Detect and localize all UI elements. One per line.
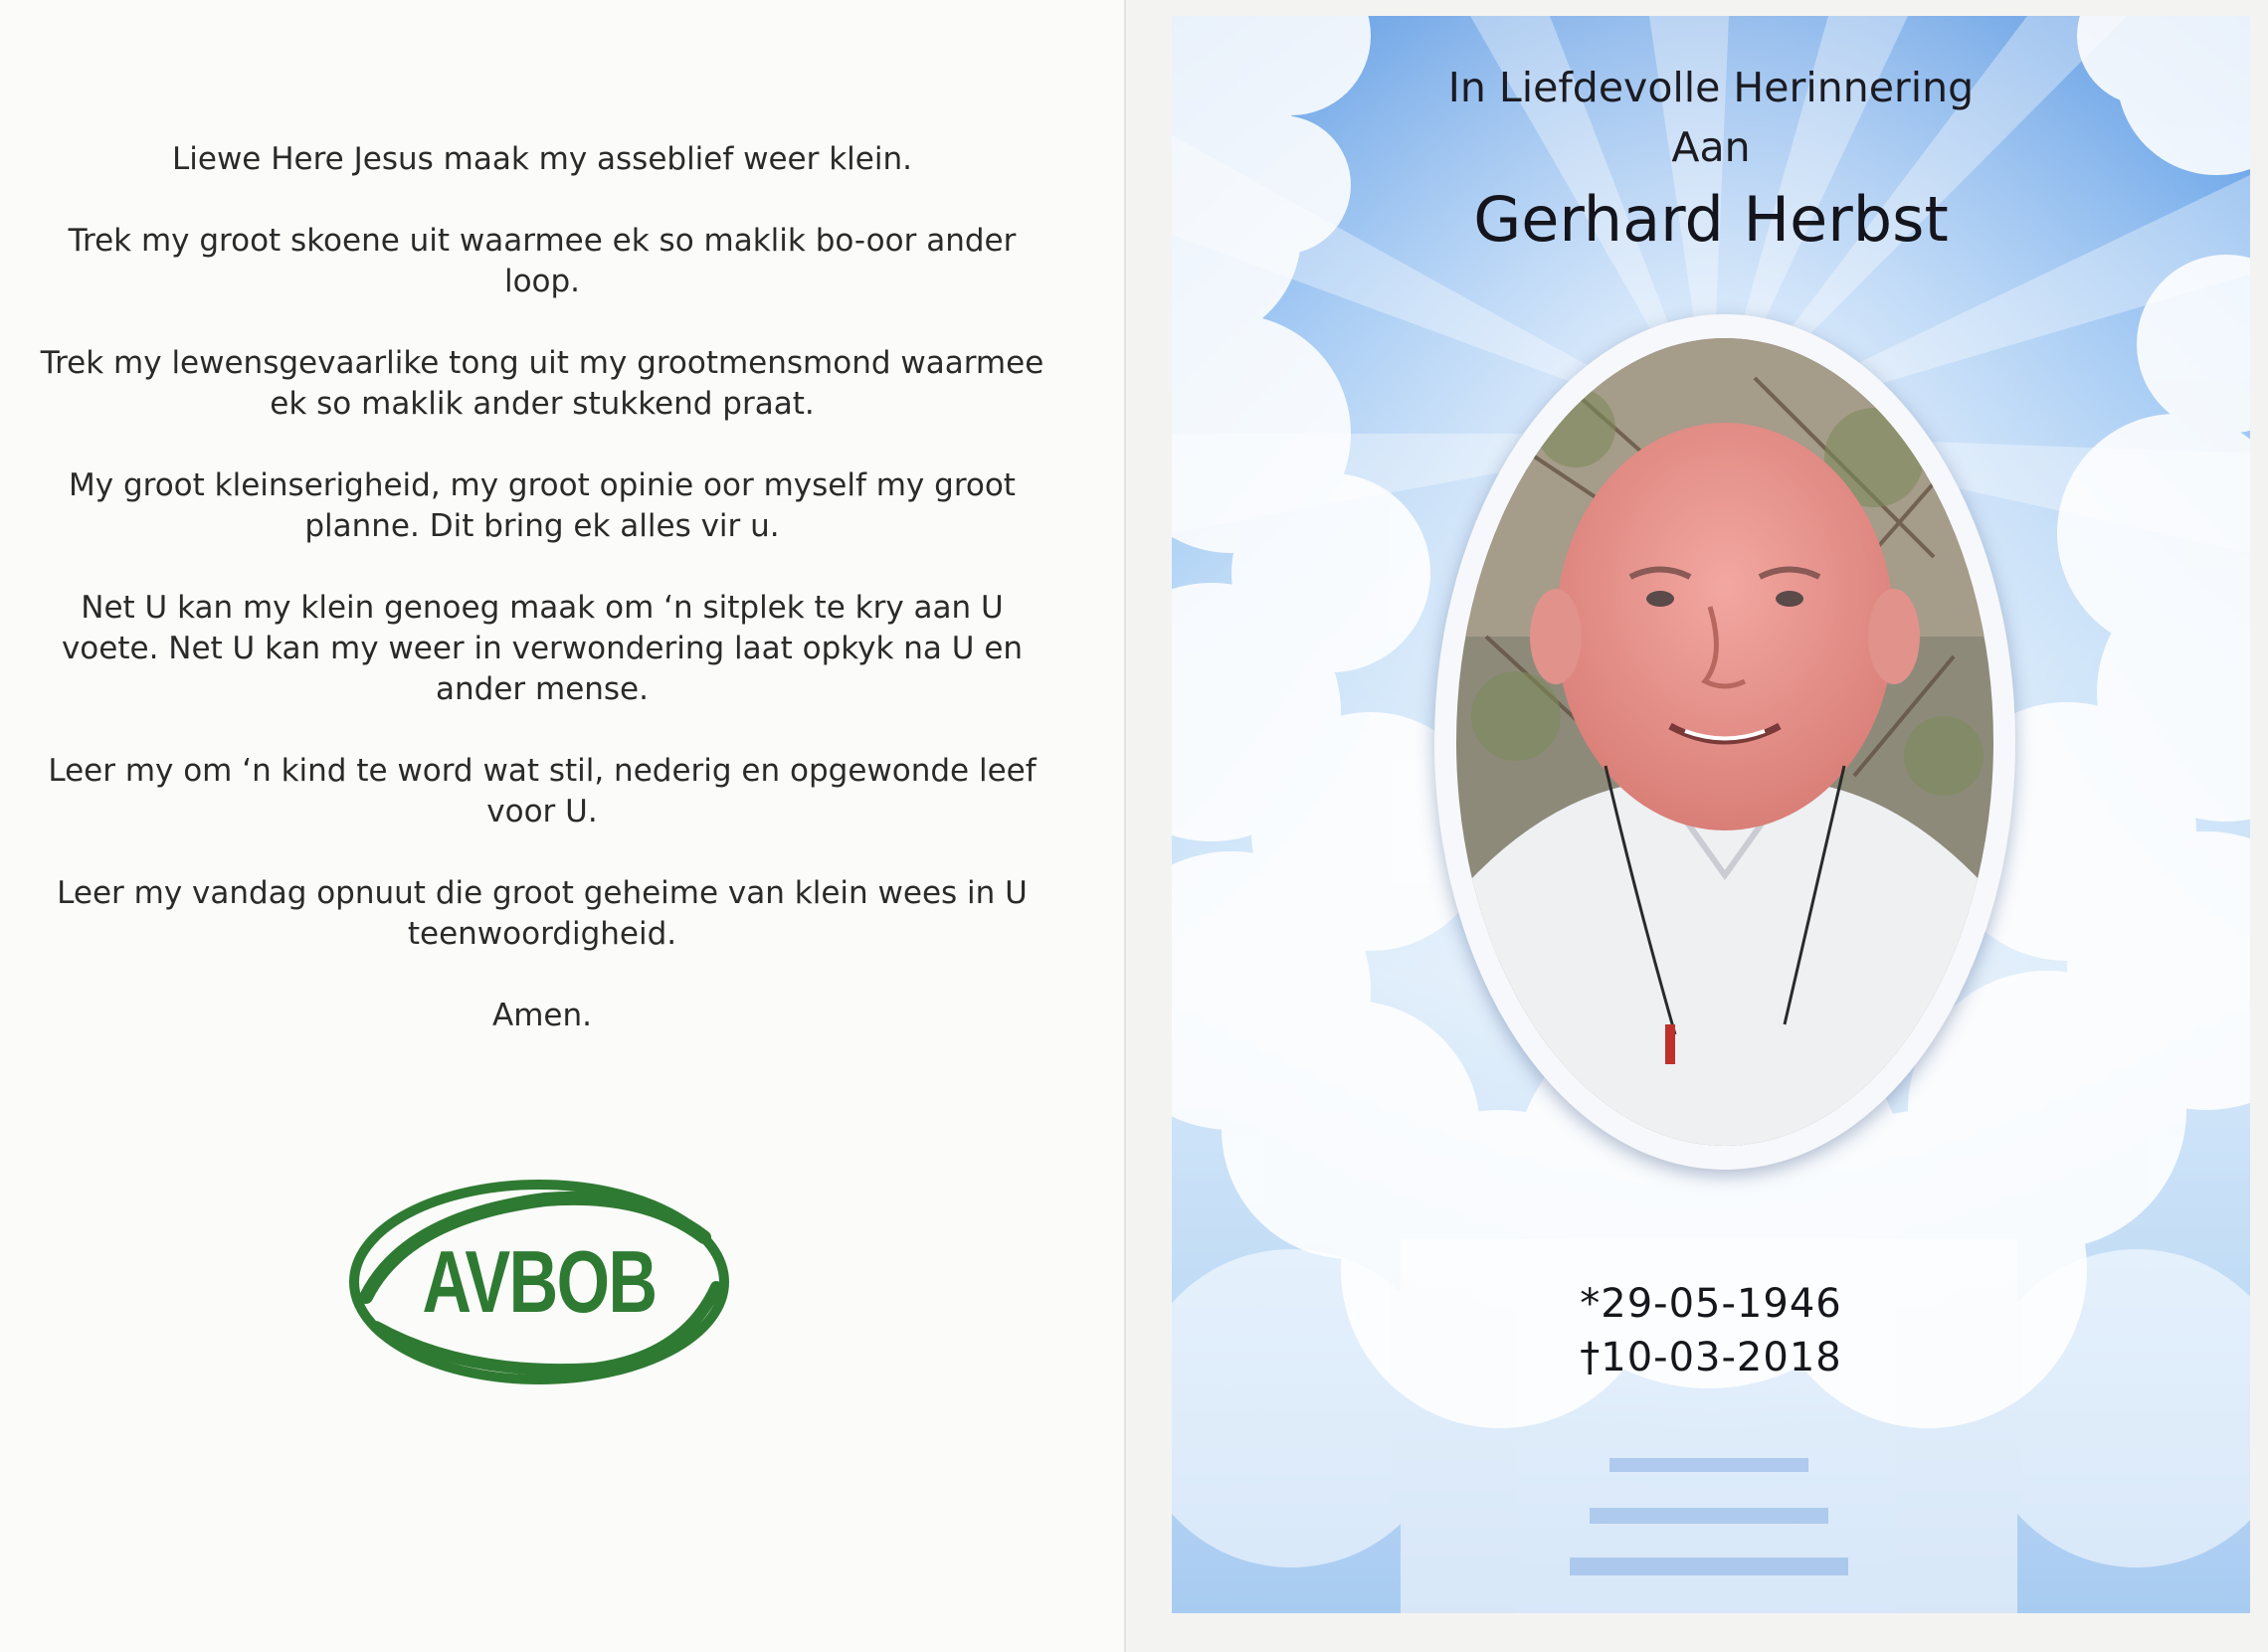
verse: Net U kan my klein genoeg maak om ‘n sitplek te kry aan U voete. Net U kan my weer in verwondering laat opkyk na U en ander mense. <box>61 590 1024 707</box>
verse: Leer my om ‘n kind te word wat stil, nederig en opgewonde leef voor U. <box>48 753 1037 829</box>
death-date: †10-03-2018 <box>1580 1335 1842 1380</box>
deceased-name: Gerhard Herbst <box>1473 183 1949 256</box>
verse: Trek my lewensgevaarlike tong uit my grootmensmond waarmee ek so maklik ander stukkend praat. <box>40 345 1044 422</box>
memorial-heading: In Liefdevolle Herinnering <box>1447 64 1975 111</box>
birth-date: *29-05-1946 <box>1580 1281 1842 1327</box>
avbob-logo <box>346 1178 732 1386</box>
verse: My groot kleinserigheid, my groot opinie oor myself my groot planne. Dit bring ek alles vir u. <box>69 467 1016 544</box>
logo-text: AVBOB <box>422 1232 657 1331</box>
verse: Leer my vandag opnuut die groot geheime van klein wees in U teenwoordigheid. <box>57 875 1028 952</box>
verse: Liewe Here Jesus maak my asseblief weer klein. <box>172 141 912 177</box>
verse: Trek my groot skoene uit waarmee ek so maklik bo-oor ander loop. <box>68 223 1017 299</box>
memorial-heading-aan: Aan <box>1671 123 1751 171</box>
page-fold <box>1124 0 1126 1652</box>
prayer-poem <box>30 139 1054 1077</box>
verse-amen: Amen. <box>492 998 592 1033</box>
left-page <box>0 0 1124 1652</box>
portrait-photo <box>1456 338 1993 1146</box>
portrait-oval-frame <box>1434 314 2015 1170</box>
right-page <box>1172 16 2250 1613</box>
